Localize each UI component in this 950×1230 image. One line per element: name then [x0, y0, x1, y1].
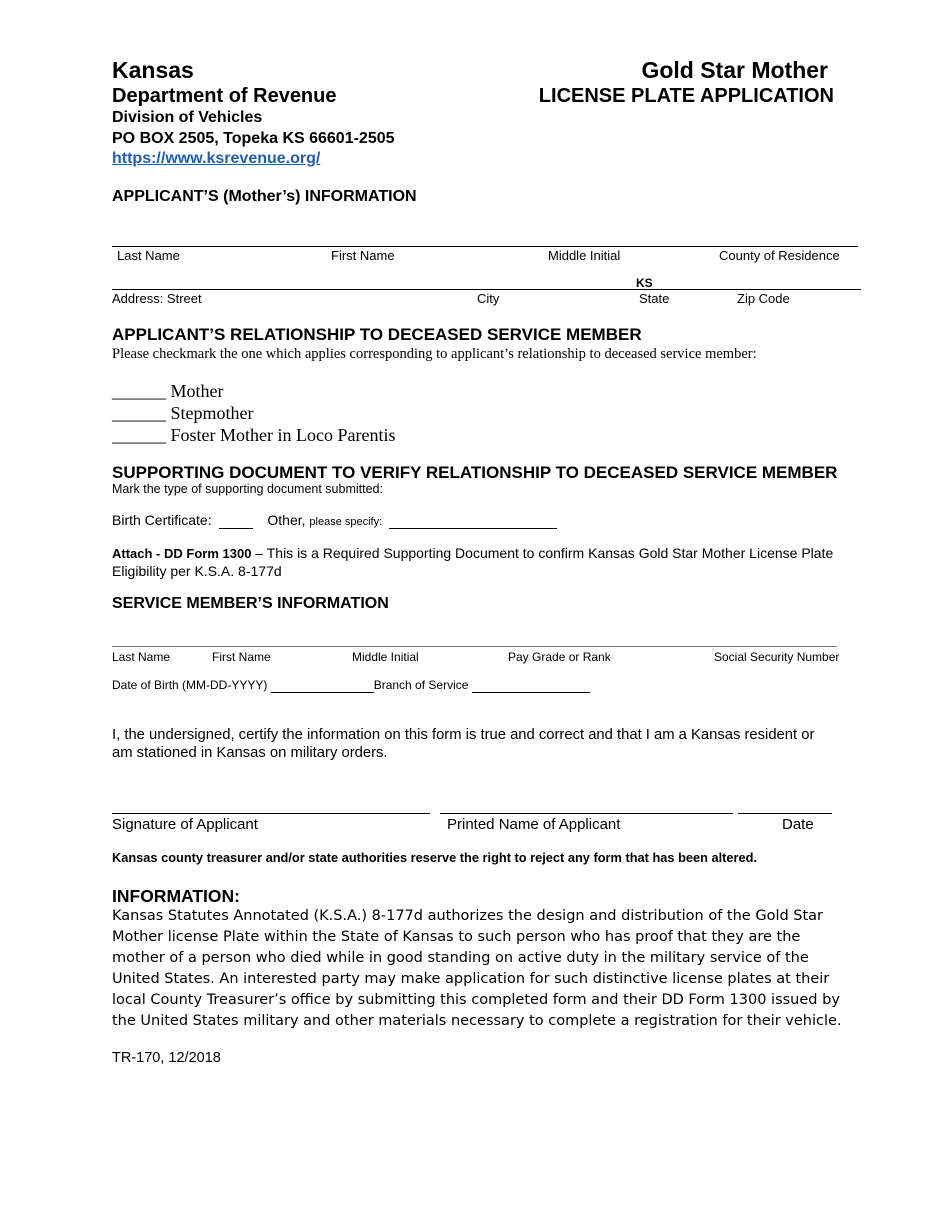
sm-dob-label: Date of Birth (MM-DD-YYYY): [112, 678, 268, 692]
applicant-street-label: Address: Street: [112, 291, 202, 306]
option-label: Foster Mother in Loco Parentis: [170, 425, 396, 445]
form-title-primary: Gold Star Mother: [641, 57, 828, 83]
applicant-last-name-label: Last Name: [117, 248, 180, 263]
other-specify-field[interactable]: [389, 512, 557, 529]
agency-address: PO BOX 2505, Topeka KS 66601-2505: [112, 130, 395, 147]
applicant-state-label: State: [639, 291, 670, 306]
attach-dd-form-notice: [112, 545, 833, 561]
sm-last-name-label: Last Name: [112, 650, 171, 664]
birth-certificate-checkbox[interactable]: [219, 512, 253, 529]
checkmark-blank[interactable]: ______: [112, 425, 166, 445]
option-label: Stepmother: [170, 403, 254, 423]
sm-dob-field[interactable]: [271, 678, 374, 693]
applicant-middle-initial-label: Middle Initial: [548, 248, 621, 263]
relationship-instruction: Please checkmark the one which applies corresponding to applicant’s relationship to deceased service member:: [112, 346, 757, 362]
state-prefilled-value: KS: [636, 276, 653, 290]
other-label: Other,: [267, 512, 306, 528]
supporting-doc-options: [112, 512, 557, 529]
sm-pay-grade-label: Pay Grade or Rank: [508, 650, 611, 664]
checkmark-blank[interactable]: ______: [112, 403, 166, 423]
birth-certificate-label: Birth Certificate:: [112, 512, 212, 528]
option-label: Mother: [170, 381, 224, 401]
attach-dd-form-text-2: Eligibility per K.S.A. 8-177d: [112, 563, 282, 579]
applicant-address-line[interactable]: [112, 289, 861, 290]
please-specify-label: please specify:: [309, 516, 383, 528]
attach-dd-form-text: – This is a Required Supporting Document to confirm Kansas Gold Star Mother License Plate: [251, 545, 834, 561]
agency-state: Kansas: [112, 57, 194, 83]
relationship-option-stepmother[interactable]: [112, 403, 254, 424]
printed-name-line[interactable]: [440, 813, 733, 814]
applicant-name-line[interactable]: [112, 246, 858, 247]
sm-branch-label: Branch of Service: [373, 678, 469, 692]
form-title-secondary: LICENSE PLATE APPLICATION: [538, 85, 834, 107]
relationship-section-heading: APPLICANT’S RELATIONSHIP TO DECEASED SERVICE MEMBER: [112, 325, 642, 344]
attach-dd-form-bold: Attach - DD Form 1300: [112, 546, 252, 561]
date-label: Date: [782, 816, 814, 833]
applicant-zip-label: Zip Code: [737, 291, 790, 306]
sm-ssn-label: Social Security Number: [714, 650, 840, 664]
alteration-warning: Kansas county treasurer and/or state authorities reserve the right to reject any form that has been altered.: [112, 850, 758, 865]
applicant-section-heading: APPLICANT’S (Mother’s) INFORMATION: [112, 188, 417, 205]
applicant-first-name-label: First Name: [331, 248, 395, 263]
service-member-name-line[interactable]: [112, 646, 837, 647]
relationship-option-foster-mother[interactable]: [112, 425, 395, 446]
signature-line[interactable]: [112, 813, 430, 814]
applicant-city-label: City: [477, 291, 500, 306]
relationship-option-mother[interactable]: [112, 381, 224, 402]
service-member-section-heading: SERVICE MEMBER’S INFORMATION: [112, 595, 389, 612]
agency-division: Division of Vehicles: [112, 109, 263, 126]
applicant-county-label: County of Residence: [719, 248, 840, 263]
agency-department: Department of Revenue: [112, 85, 337, 107]
sm-middle-initial-label: Middle Initial: [352, 650, 419, 664]
certification-line-1: I, the undersigned, certify the information on this form is true and correct and that I am a Kansas resident or: [112, 727, 815, 743]
form-number: TR-170, 12/2018: [112, 1050, 221, 1066]
date-line[interactable]: [738, 813, 832, 814]
information-body: Kansas Statutes Annotated (K.S.A.) 8-177d authorizes the design and distribution of the Gold Star Mother license Plate within the State of Kansas to such person who has proof that they are the mother of a person who died while in good standing on active duty in the military service of the United States. An interested party may make application for such distinctive license plates at their local County Treasurer’s office by submitting this completed form and their DD Form 1300 issued by the United States military and other materials necessary to complete a registration for their vehicle.: [112, 908, 842, 1029]
supporting-doc-instruction: Mark the type of supporting document submitted:: [112, 482, 383, 496]
information-heading: INFORMATION:: [112, 886, 240, 906]
sm-first-name-label: First Name: [212, 650, 271, 664]
checkmark-blank[interactable]: ______: [112, 381, 166, 401]
website-link[interactable]: https://www.ksrevenue.org/: [112, 150, 321, 167]
printed-name-label: Printed Name of Applicant: [447, 816, 621, 833]
sm-branch-field[interactable]: [472, 678, 590, 693]
certification-line-2: am stationed in Kansas on military orders.: [112, 745, 388, 761]
signature-label: Signature of Applicant: [112, 816, 258, 833]
sm-dob-row: [112, 678, 590, 693]
supporting-doc-section-heading: SUPPORTING DOCUMENT TO VERIFY RELATIONSHIP TO DECEASED SERVICE MEMBER: [112, 463, 838, 482]
